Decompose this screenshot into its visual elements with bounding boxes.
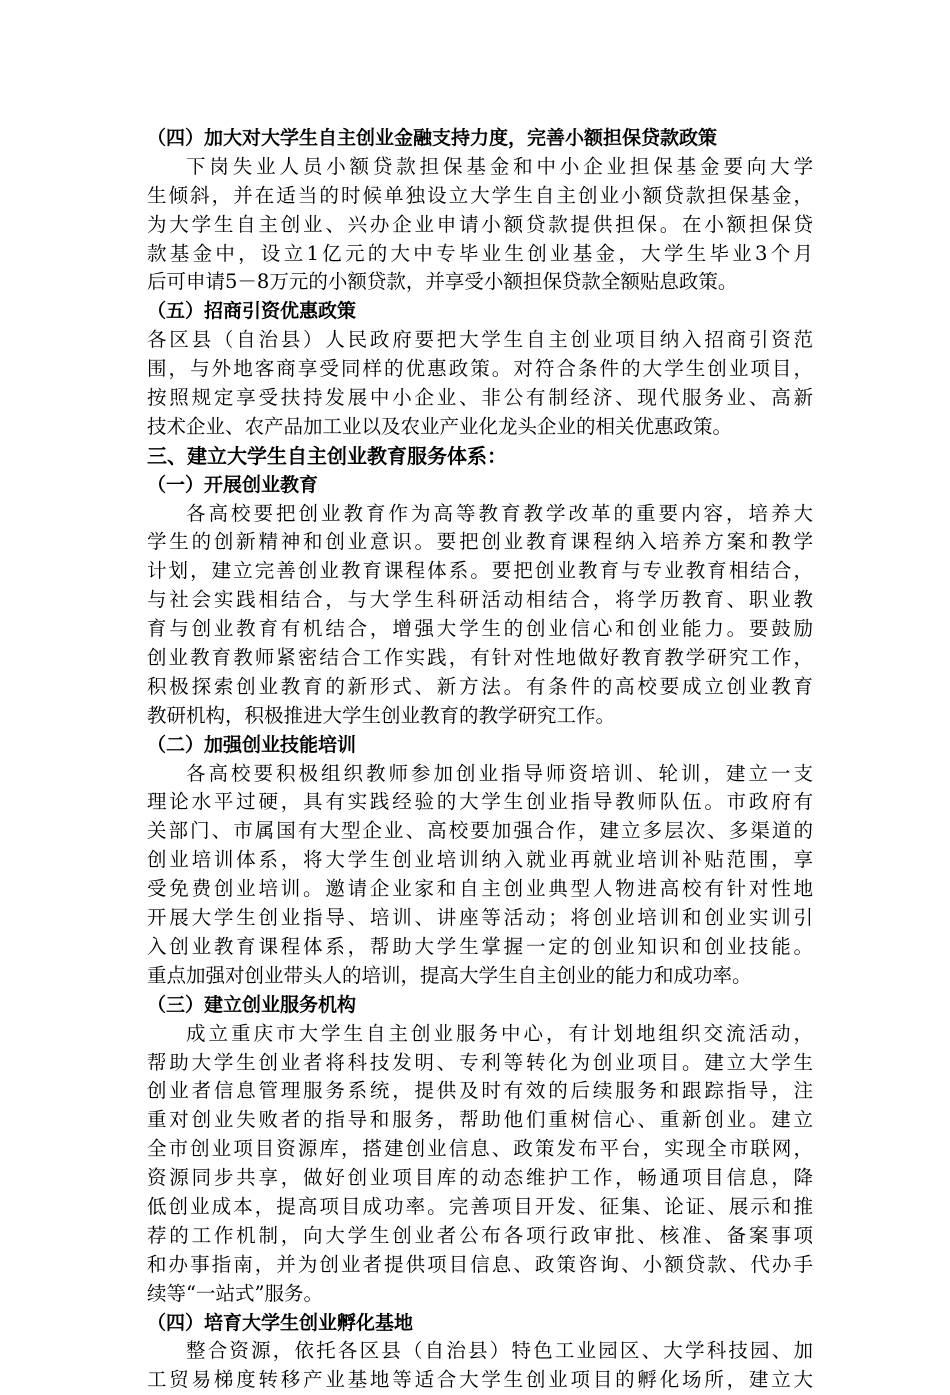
text-line: 与社会实践相结合，与大学生科研活动相结合，将学历教育、职业教: [147, 588, 813, 612]
text-line: 低创业成本，提高项目成功率。完善项目开发、征集、论证、展示和推: [147, 1194, 813, 1218]
text-line: 创业培训体系，将大学生创业培训纳入就业再就业培训补贴范围，享: [147, 848, 813, 872]
text-line: 创业者信息管理服务系统，提供及时有效的后续服务和跟踪指导，注: [147, 1079, 813, 1103]
document-page: [147, 124, 813, 1395]
text-line: 和办事指南，并为创业者提供项目信息、政策咨询、小额贷款、代办手: [147, 1252, 813, 1276]
heading-text: （四）加大对大学生自主创业金融支持力度，完善小额担保贷款政策: [147, 127, 718, 149]
text-line: 各高校要积极组织教师参加创业指导师资培训、轮训，建立一支: [186, 761, 813, 785]
text-line: 全市创业项目资源库，搭建创业信息、政策发布平台，实现全市联网，: [147, 1137, 813, 1161]
text-line: 开展大学生创业指导、培训、讲座等活动；将创业培训和创业实训引: [147, 906, 813, 930]
heading-text: （三）建立创业服务机构: [147, 993, 357, 1016]
text-line: 资源同步共享，做好创业项目库的动态维护工作，畅通项目信息，降: [147, 1166, 813, 1190]
body-paragraph: [147, 153, 813, 297]
section-heading: [147, 991, 813, 1020]
text-line: 受免费创业培训。邀请企业家和自主创业典型人物进高校有针对性地: [147, 877, 813, 901]
text-line: 按照规定享受扶持发展中小企业、非公有制经济、现代服务业、高新: [147, 386, 813, 410]
text-line: 关部门、市属国有大型企业、高校要加强合作，建立多层次、多渠道的: [147, 819, 813, 843]
text-line: 生倾斜，并在适当的时候单独设立大学生自主创业小额贷款担保基金，: [147, 183, 813, 207]
body-paragraph: [147, 500, 813, 731]
text-line: 入创业教育课程体系，帮助大学生掌握一定的创业知识和创业技能。: [147, 934, 813, 958]
text-line: 下岗失业人员小额贷款担保基金和中小企业担保基金要向大学: [186, 154, 813, 178]
text-line: 各区县（自治县）人民政府要把大学生自主创业项目纳入招商引资范: [147, 328, 813, 352]
body-paragraph: [147, 760, 813, 991]
text-line: 续等“一站式”服务。: [147, 1281, 323, 1305]
text-line: 荐的工作机制，向大学生创业者公布各项行政审批、核准、备案事项: [147, 1223, 813, 1247]
text-line: 创业教育教师紧密结合工作实践，有针对性地做好教育教学研究工作，: [147, 646, 813, 670]
text-line: 围，与外地客商享受同样的优惠政策。对符合条件的大学生创业项目，: [147, 357, 813, 381]
text-line: 工贸易梯度转移产业基地等适合大学生创业项目的孵化场所，建立大: [147, 1368, 813, 1392]
chapter-heading: [147, 442, 813, 471]
text-line: 计划，建立完善创业教育课程体系。要把创业教育与专业教育相结合，: [147, 559, 813, 583]
text-line: 技术企业、农产品加工业以及农业产业化龙头企业的相关优惠政策。: [147, 414, 733, 438]
text-line: 积极探索创业教育的新形式、新方法。有条件的高校要成立创业教育: [147, 674, 813, 698]
heading-text: （五）招商引资优惠政策: [147, 300, 357, 323]
text-line: 为大学生自主创业、兴办企业申请小额贷款提供担保。在小额担保贷: [147, 212, 813, 236]
text-line: 各高校要把创业教育作为高等教育教学改革的重要内容，培养大: [186, 501, 813, 525]
text-line: 款基金中，设立1亿元的大中专毕业生创业基金，大学生毕业3个月: [147, 241, 813, 265]
section-heading: [147, 731, 813, 760]
section-heading: [147, 297, 813, 326]
text-line: 学生的创新精神和创业意识。要把创业教育课程纳入培养方案和教学: [147, 530, 813, 554]
text-line: 重点加强对创业带头人的培训，提高大学生自主创业的能力和成功率。: [147, 963, 752, 987]
text-line: 帮助大学生创业者将科技发明、专利等转化为创业项目。建立大学生: [147, 1050, 813, 1074]
body-paragraph: [147, 1020, 813, 1309]
heading-text: （四）培育大学生创业孵化基地: [147, 1311, 414, 1334]
text-line: 教研机构，积极推进大学生创业教育的教学研究工作。: [147, 703, 616, 727]
heading-text: （一）开展创业教育: [147, 473, 319, 496]
section-heading: [147, 471, 813, 500]
text-line: 育与创业教育有机结合，增强大学生的创业信心和创业能力。要鼓励: [147, 617, 813, 641]
text-line: 成立重庆市大学生自主创业服务中心，有计划地组织交流活动，: [186, 1021, 813, 1045]
section-heading: [147, 1309, 813, 1338]
body-paragraph: [147, 326, 813, 442]
body-paragraph: [147, 1337, 813, 1395]
text-line: 重对创业失败者的指导和服务，帮助他们重树信心、重新创业。建立: [147, 1108, 813, 1132]
section-heading: [147, 124, 813, 153]
text-line: 后可申请5－8万元的小额贷款，并享受小额担保贷款全额贴息政策。: [147, 270, 738, 294]
heading-text: 三、建立大学生自主创业教育服务体系：: [147, 443, 507, 468]
text-line: 整合资源，依托各区县（自治县）特色工业园区、大学科技园、加: [186, 1339, 813, 1363]
heading-text: （二）加强创业技能培训: [147, 733, 357, 756]
text-line: 理论水平过硬，具有实践经验的大学生创业指导教师队伍。市政府有: [147, 790, 813, 814]
